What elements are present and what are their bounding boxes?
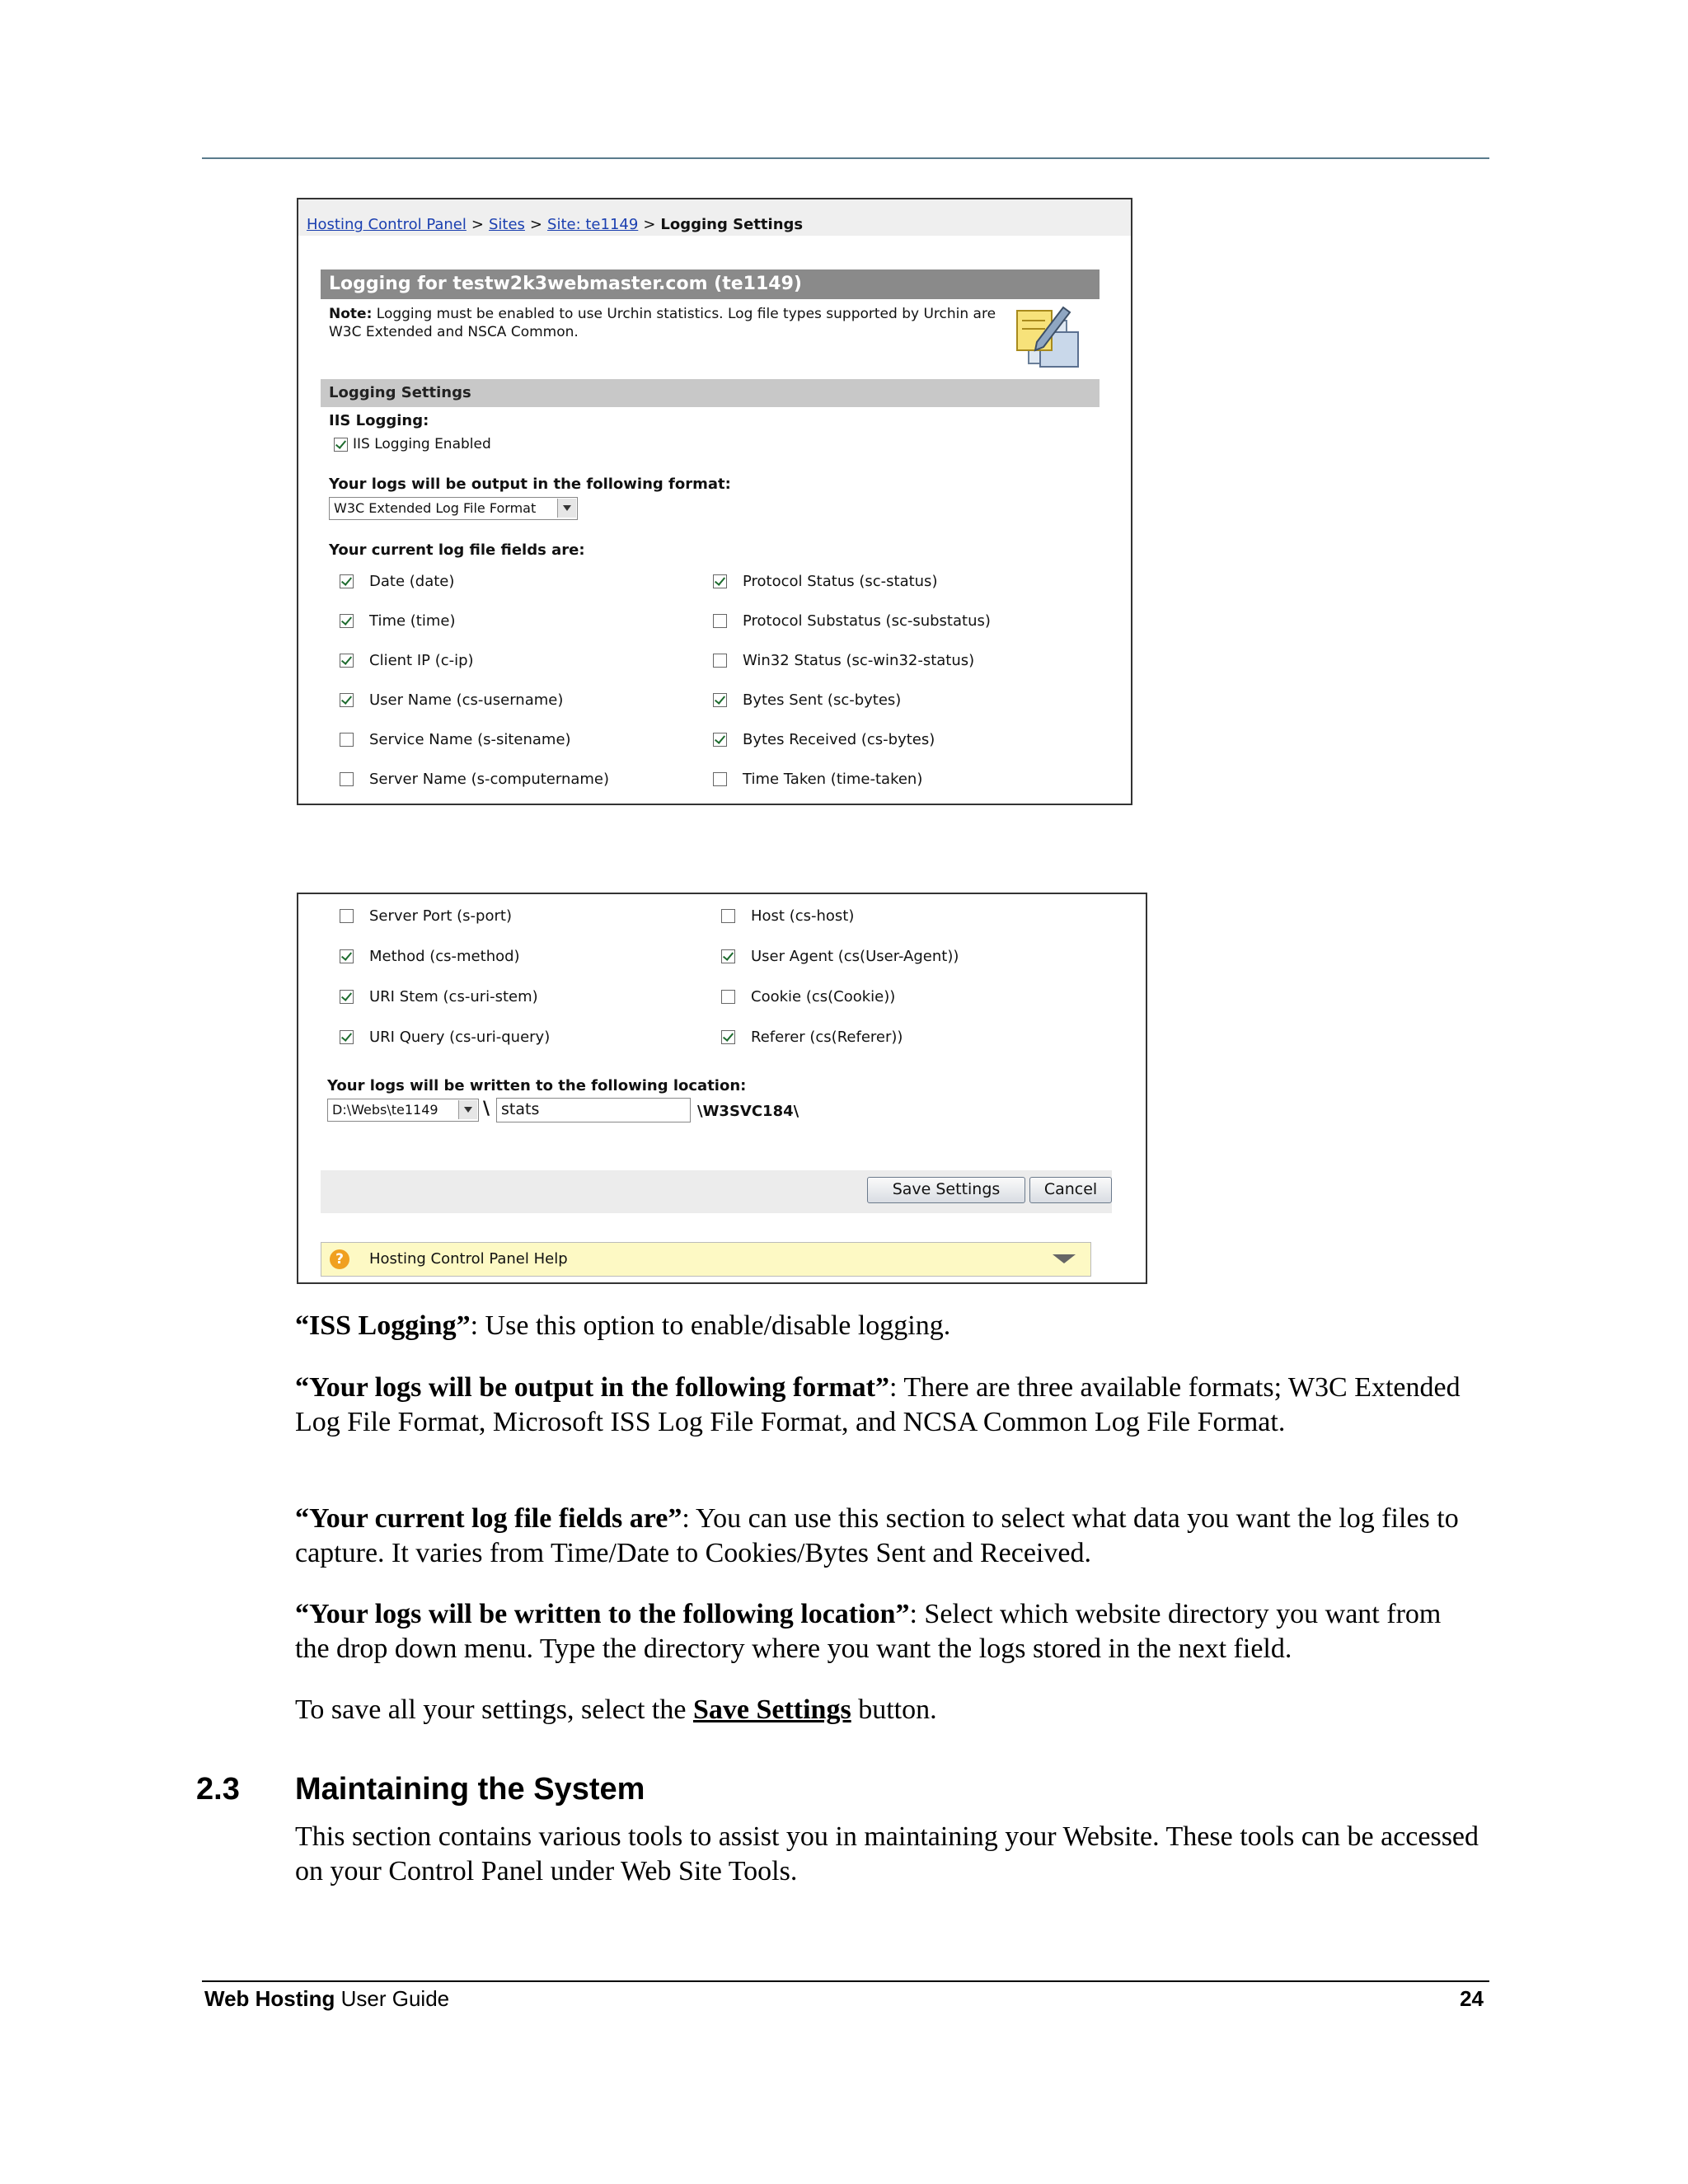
field-checkbox-user-name[interactable] <box>340 693 354 707</box>
breadcrumb-separator: > <box>529 216 543 233</box>
paragraph-save <box>295 1693 1482 1727</box>
field-checkbox-server-port[interactable] <box>340 909 354 923</box>
field-checkbox-date[interactable] <box>340 574 354 588</box>
desc-log-location: : Select which website directory you want from the drop down menu. Type the directory where you want the logs stored in the next field. <box>295 1599 1442 1664</box>
iis-logging-checkbox-label: IIS Logging Enabled <box>353 436 491 452</box>
iis-logging-label: IIS Logging: <box>329 412 429 429</box>
breadcrumb-link-control-panel[interactable]: Hosting Control Panel <box>307 216 467 233</box>
field-checkbox-host[interactable] <box>721 909 735 923</box>
field-label-bytes-received: Bytes Received (cs-bytes) <box>743 731 935 748</box>
field-label-service-name: Service Name (s-sitename) <box>369 731 571 748</box>
field-checkbox-uri-query[interactable] <box>340 1030 354 1044</box>
field-label-uri-stem: URI Stem (cs-uri-stem) <box>369 988 538 1005</box>
fields-label: Your current log file fields are: <box>329 541 585 559</box>
logging-header: Logging for testw2k3webmaster.com (te1149) <box>321 269 1100 299</box>
field-label-referer: Referer (cs(Referer)) <box>751 1029 903 1046</box>
field-label-user-name: User Name (cs-username) <box>369 691 564 709</box>
help-bar[interactable] <box>321 1242 1091 1277</box>
logging-settings-screenshot-bottom <box>297 893 1147 1284</box>
field-checkbox-protocol-substatus[interactable] <box>713 614 727 628</box>
desc-iss-logging: : Use this option to enable/disable logging. <box>470 1310 951 1341</box>
breadcrumb <box>307 216 803 233</box>
field-checkbox-bytes-received[interactable] <box>713 733 727 747</box>
paragraph-iss-logging <box>295 1309 1482 1343</box>
chevron-down-icon[interactable] <box>1053 1254 1076 1263</box>
breadcrumb-separator: > <box>471 216 484 233</box>
paragraph-output-format <box>295 1371 1482 1440</box>
paragraph-log-location <box>295 1597 1482 1666</box>
field-label-protocol-status: Protocol Status (sc-status) <box>743 573 938 590</box>
log-format-value: W3C Extended Log File Format <box>334 500 537 516</box>
save-settings-button[interactable]: Save Settings <box>867 1177 1025 1203</box>
field-label-date: Date (date) <box>369 573 455 590</box>
location-directory-value: D:\Webs\te1149 <box>332 1102 438 1118</box>
location-suffix: \W3SVC184\ <box>697 1103 799 1120</box>
paragraph-maintaining: This section contains various tools to assist you in maintaining your Website. These tools can be accessed on your Control Panel under Web Site Tools. <box>295 1821 1479 1886</box>
edit-settings-icon <box>1012 302 1085 370</box>
field-label-client-ip: Client IP (c-ip) <box>369 652 474 669</box>
field-label-time-taken: Time Taken (time-taken) <box>743 771 923 788</box>
logging-settings-screenshot-top <box>297 198 1132 805</box>
footer-title-rest: User Guide <box>335 1986 450 2011</box>
paragraph-log-fields <box>295 1502 1482 1571</box>
field-checkbox-uri-stem[interactable] <box>340 990 354 1004</box>
section-title: Maintaining the System <box>295 1772 645 1807</box>
page-number: 24 <box>1460 1986 1484 2011</box>
save-text-post: button. <box>851 1694 937 1725</box>
field-checkbox-user-agent[interactable] <box>721 949 735 963</box>
help-text: Hosting Control Panel Help <box>369 1250 568 1268</box>
field-label-time: Time (time) <box>369 612 456 630</box>
location-directory-select[interactable] <box>327 1099 479 1122</box>
field-label-win32-status: Win32 Status (sc-win32-status) <box>743 652 975 669</box>
chevron-down-icon[interactable] <box>458 1100 477 1119</box>
field-label-protocol-substatus: Protocol Substatus (sc-substatus) <box>743 612 991 630</box>
iis-logging-checkbox[interactable] <box>334 438 348 452</box>
desc-log-fields: : You can use this section to select what data you want the log files to capture. It varies from Time/Date to Cookies/Bytes Sent and Received. <box>295 1503 1459 1568</box>
footer-title-bold: Web Hosting <box>204 1986 335 2011</box>
breadcrumb-link-site[interactable]: Site: te1149 <box>547 216 639 233</box>
term-log-fields: “Your current log file fields are” <box>295 1503 682 1534</box>
field-checkbox-cookie[interactable] <box>721 990 735 1004</box>
field-label-server-name: Server Name (s-computername) <box>369 771 610 788</box>
desc-output-format: : There are three available formats; W3C Extended Log File Format, Microsoft ISS Log File Format, and NCSA Common Log File Format. <box>295 1372 1461 1437</box>
field-label-bytes-sent: Bytes Sent (sc-bytes) <box>743 691 902 709</box>
cancel-button[interactable]: Cancel <box>1029 1177 1112 1203</box>
save-settings-link[interactable]: Save Settings <box>692 1694 851 1725</box>
note-label: Note: <box>329 306 373 322</box>
log-format-select[interactable] <box>329 497 578 520</box>
header-rule <box>202 157 1489 159</box>
field-checkbox-bytes-sent[interactable] <box>713 693 727 707</box>
field-label-user-agent: User Agent (cs(User-Agent)) <box>751 948 959 965</box>
field-checkbox-method[interactable] <box>340 949 354 963</box>
footer-rule <box>202 1980 1489 1982</box>
button-bar <box>321 1170 1112 1213</box>
field-checkbox-referer[interactable] <box>721 1030 735 1044</box>
breadcrumb-separator: > <box>643 216 656 233</box>
term-iss-logging: “ISS Logging” <box>295 1310 471 1341</box>
note-body: Logging must be enabled to use Urchin statistics. Log file types supported by Urchin are W3C Extended and NSCA Common. <box>329 306 996 340</box>
settings-header: Logging Settings <box>321 379 1100 407</box>
field-label-server-port: Server Port (s-port) <box>369 907 512 925</box>
format-label: Your logs will be output in the following format: <box>329 476 731 493</box>
chevron-down-icon[interactable] <box>557 499 576 518</box>
field-label-host: Host (cs-host) <box>751 907 855 925</box>
field-label-method: Method (cs-method) <box>369 948 520 965</box>
term-output-format: “Your logs will be output in the following format” <box>295 1372 889 1403</box>
save-text-pre: To save all your settings, select the <box>295 1694 693 1725</box>
path-separator: \ <box>483 1099 490 1119</box>
field-checkbox-protocol-status[interactable] <box>713 574 727 588</box>
field-checkbox-win32-status[interactable] <box>713 654 727 668</box>
breadcrumb-current: Logging Settings <box>660 216 804 233</box>
footer-title <box>204 1986 449 2012</box>
help-icon: ? <box>330 1249 349 1269</box>
breadcrumb-link-sites[interactable]: Sites <box>488 216 525 233</box>
breadcrumb-bar <box>298 199 1131 236</box>
field-checkbox-service-name[interactable] <box>340 733 354 747</box>
term-log-location: “Your logs will be written to the following location” <box>295 1599 910 1629</box>
field-checkbox-time-taken[interactable] <box>713 772 727 786</box>
note-text <box>329 305 1005 341</box>
section-number: 2.3 <box>196 1772 240 1807</box>
field-label-uri-query: URI Query (cs-uri-query) <box>369 1029 551 1046</box>
field-checkbox-client-ip[interactable] <box>340 654 354 668</box>
field-label-cookie: Cookie (cs(Cookie)) <box>751 988 896 1005</box>
field-checkbox-time[interactable] <box>340 614 354 628</box>
field-checkbox-server-name[interactable] <box>340 772 354 786</box>
location-folder-input[interactable]: stats <box>496 1098 691 1122</box>
location-label: Your logs will be written to the following location: <box>327 1077 747 1094</box>
